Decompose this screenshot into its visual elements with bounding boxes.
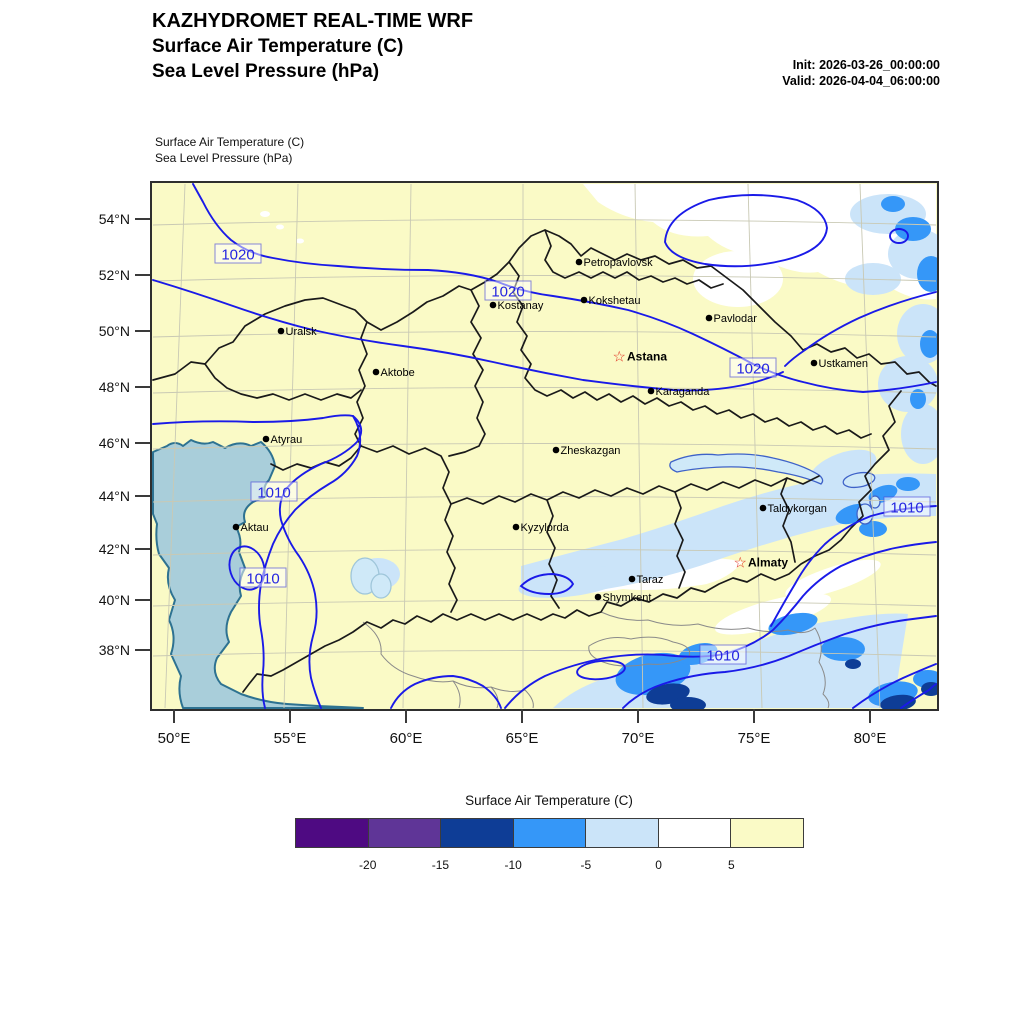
city-label: Zheskazgan [560,445,621,457]
city-dot-icon [373,369,380,376]
city-dot-icon [629,576,636,583]
city-marker [595,592,652,604]
svg-text:1010: 1010 [257,484,291,502]
weather-map-image [152,183,937,709]
lat-tick-label: 44°N [98,488,130,504]
city-dot-icon [513,524,520,531]
lat-tick-label: 52°N [98,267,130,283]
lon-tick-mark [521,709,523,723]
city-dot-icon [595,594,602,601]
svg-text:1020: 1020 [221,246,255,264]
city-dot-icon [581,297,588,304]
map-canvas [150,181,939,711]
map-caption-line2: Sea Level Pressure (hPa) [155,150,293,165]
colorbar-tick-label: -20 [359,858,377,872]
colorbar-title: Surface Air Temperature (C) [465,793,633,808]
lon-tick-label: 75°E [737,730,771,747]
city-dot-icon [648,388,655,395]
lat-tick-mark [135,218,150,220]
title-block [152,8,473,84]
lon-tick-mark [405,709,407,723]
pressure-label [240,568,286,588]
city-marker [490,300,544,312]
city-label: Shymkent [602,592,652,604]
page-subtitle-pressure: Sea Level Pressure (hPa) [152,61,380,82]
capital-city-marker [734,554,789,572]
colorbar-segment [440,818,514,848]
colorbar-tick-label: -5 [580,858,592,872]
lat-tick-mark [135,548,150,550]
city-dot-icon [760,505,767,512]
pressure-label [215,244,261,264]
city-label: Almaty [748,555,789,570]
lat-tick-label: 38°N [98,642,130,658]
pressure-label [700,645,746,665]
city-marker [513,522,570,534]
colorbar-segment [658,818,732,848]
colorbar-segment [295,818,369,848]
svg-text:1010: 1010 [890,499,924,517]
colorbar-tick-label: -15 [431,858,450,872]
svg-text:1010: 1010 [246,570,280,588]
city-label: Kostanay [497,300,544,312]
colorbar-tick-label: 5 [727,858,735,872]
colorbar-tick-label: 0 [655,858,662,872]
city-dot-icon [278,328,285,335]
lat-tick-mark [135,330,150,332]
pressure-label [730,358,776,378]
city-marker [576,257,653,269]
lat-tick-label: 46°N [98,435,130,451]
lon-tick-label: 50°E [157,730,191,747]
city-marker [811,358,868,370]
colorbar-segment [730,818,804,848]
colorbar-tick-label: -10 [504,858,522,872]
lon-tick-mark [173,709,175,723]
colorbar-tick-labels [295,858,804,874]
lon-tick-label: 55°E [273,730,307,747]
map-caption-line1: Surface Air Temperature (C) [155,135,305,149]
city-label: Uralsk [285,326,317,338]
lon-tick-label: 60°E [389,730,423,747]
page-title: KAZHYDROMET REAL-TIME WRF [152,10,474,32]
city-label: Petropavlovsk [583,257,653,269]
page-subtitle-temperature: Surface Air Temperature (C) [152,36,404,57]
lat-tick-mark [135,274,150,276]
lon-tick-mark [869,709,871,723]
lat-tick-label: 50°N [98,323,130,339]
lat-tick-label: 42°N [98,541,130,557]
capital-star-icon: ☆ [612,347,626,366]
colorbar-segment [513,818,587,848]
run-time-block [782,58,940,89]
city-label: Aktau [240,522,269,534]
lat-tick-label: 48°N [98,379,130,395]
map-caption [155,135,304,166]
city-marker [648,386,711,398]
capital-star-icon: ☆ [733,553,747,572]
svg-text:1010: 1010 [706,647,740,665]
lat-tick-mark [135,599,150,601]
city-label: Astana [627,349,668,364]
valid-time: Valid: 2026-04-04_06:00:00 [782,73,940,88]
capital-city-marker [613,348,668,366]
city-label: Atyrau [270,434,303,446]
city-dot-icon [706,315,713,322]
svg-text:1020: 1020 [491,283,525,301]
city-label: Kokshetau [588,295,641,307]
city-dot-icon [553,447,560,454]
city-label: Kyzylorda [520,522,569,534]
lon-tick-label: 70°E [621,730,655,747]
lat-tick-label: 54°N [98,211,130,227]
lon-tick-mark [289,709,291,723]
colorbar-segment [585,818,659,848]
init-time: Init: 2026-03-26_00:00:00 [792,58,940,72]
city-marker [553,445,621,457]
lon-tick-mark [753,709,755,723]
city-label: Pavlodar [713,313,757,325]
city-dot-icon [576,259,583,266]
lat-tick-label: 40°N [98,592,130,608]
lon-tick-label: 65°E [505,730,539,747]
colorbar [295,818,804,848]
pressure-label [251,482,297,502]
aral-remnant-2 [371,574,391,598]
city-label: Aktobe [380,367,415,379]
lat-tick-mark [135,386,150,388]
city-marker [581,295,641,307]
colorbar-segment [368,818,442,848]
lake-small [870,496,880,508]
lat-tick-mark [135,442,150,444]
city-label: Ustkamen [818,358,869,370]
city-marker [706,313,758,325]
lon-tick-mark [637,709,639,723]
city-label: Taldykorgan [767,503,827,515]
pressure-label [884,497,930,517]
city-marker [760,503,827,515]
lon-tick-label: 80°E [853,730,887,747]
city-label: Taraz [636,574,664,586]
city-label: Karaganda [655,386,710,398]
city-dot-icon [811,360,818,367]
svg-text:1020: 1020 [736,360,770,378]
lat-tick-mark [135,495,150,497]
lat-tick-mark [135,649,150,651]
pressure-label [485,281,531,301]
city-dot-icon [490,302,497,309]
city-dot-icon [233,524,240,531]
city-dot-icon [263,436,270,443]
